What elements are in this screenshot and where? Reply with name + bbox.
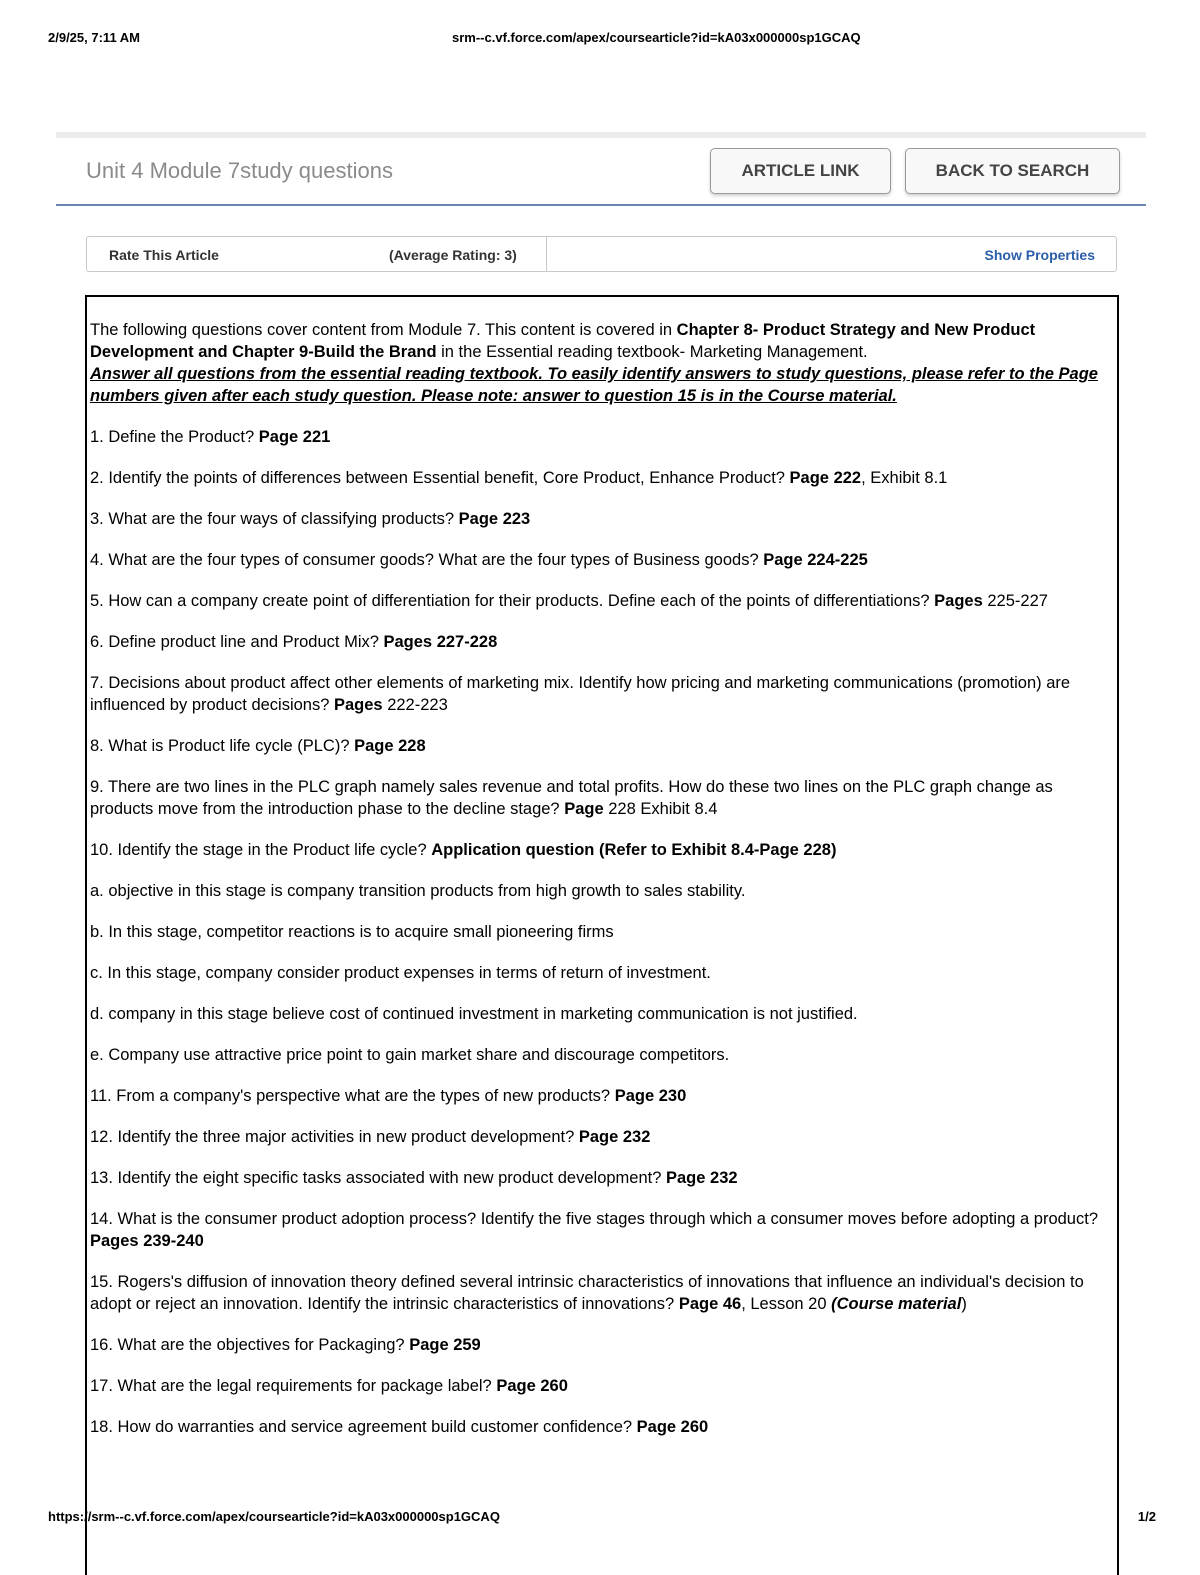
intro-paragraph [90, 319, 1111, 407]
question [90, 672, 1111, 716]
question-text: , Exhibit 8.1 [861, 469, 948, 487]
question [90, 508, 1111, 530]
page-title: Unit 4 Module 7study questions [86, 158, 393, 183]
question-text: , Lesson 20 [741, 1295, 832, 1313]
question-text: 3. What are the four ways of classifying products? [90, 510, 459, 528]
article-link-button[interactable]: ARTICLE LINK [710, 148, 891, 194]
rating-bar [86, 236, 1117, 272]
question-text: 6. Define product line and Product Mix? [90, 633, 384, 651]
question [90, 1375, 1111, 1397]
sub-question: d. company in this stage believe cost of continued investment in marketing communication is not justified. [90, 1005, 858, 1023]
question-page: Pages [934, 592, 983, 610]
back-to-search-button[interactable]: BACK TO SEARCH [905, 148, 1120, 194]
print-url: srm--c.vf.force.com/apex/coursearticle?id=kA03x000000sp1GCAQ [452, 30, 861, 45]
rate-article-label[interactable]: Rate This Article [109, 247, 219, 263]
question-page: Page [564, 800, 604, 818]
question-text: 225-227 [982, 592, 1048, 610]
question [90, 1126, 1111, 1148]
question-text: 11. From a company's perspective what are the types of new products? [90, 1087, 615, 1105]
question [90, 590, 1111, 612]
question-page: Pages 227-228 [383, 633, 498, 651]
question-page: Page 222 [789, 469, 862, 487]
average-rating: (Average Rating: 3) [389, 247, 517, 263]
question-page: Pages [334, 696, 383, 714]
question-page: Page 46 [678, 1295, 742, 1313]
question [90, 1167, 1111, 1189]
question-page: Page 260 [496, 1377, 568, 1395]
question-text: 18. How do warranties and service agreement build customer confidence? [90, 1418, 637, 1436]
question [90, 1085, 1111, 1107]
question [90, 631, 1111, 653]
sub-question: c. In this stage, company consider product expenses in terms of return of investment. [90, 964, 711, 982]
question-text: 10. Identify the stage in the Product life cycle? [90, 841, 432, 859]
question-text: 8. What is Product life cycle (PLC)? [90, 737, 355, 755]
question [90, 839, 1111, 861]
article-body [85, 295, 1119, 1575]
question-page: Page 230 [614, 1087, 687, 1105]
sub-question: a. objective in this stage is company transition products from high growth to sales stability. [90, 882, 746, 900]
question [90, 467, 1111, 489]
question-text: 12. Identify the three major activities in new product development? [90, 1128, 579, 1146]
question-text: 16. What are the objectives for Packaging? [90, 1336, 410, 1354]
page-number: 1/2 [1137, 1509, 1156, 1524]
footer-url: https://srm--c.vf.force.com/apex/coursearticle?id=kA03x000000sp1GCAQ [48, 1509, 500, 1524]
question-text: 9. There are two lines in the PLC graph namely sales revenue and total profits. How do these two lines on the PLC graph change as products move from the introduction phase to the decline stage? [90, 778, 1053, 818]
question-page: Page 228 [354, 737, 426, 755]
question [90, 549, 1111, 571]
question-text: 5. How can a company create point of differentiation for their products. Define each of the points of differentiations? [90, 592, 935, 610]
intro-chapters: Chapter 8- Product Strategy and New Product Development and Chapter 9-Build the Brand [90, 321, 1036, 361]
question [90, 1416, 1111, 1438]
question-text: 14. What is the consumer product adoption process? Identify the five stages through which a consumer moves before adopting a product? [90, 1210, 1098, 1228]
question-page: Page 224-225 [763, 551, 868, 569]
question-text: 15. Rogers's diffusion of innovation theory defined several intrinsic characteristics of innovations that influence an individual's decision to adopt or reject an innovation. Identify the intrinsic characteristics of innovations? [90, 1273, 1084, 1313]
question-text: 13. Identify the eight specific tasks associated with new product development? [90, 1169, 666, 1187]
print-header [48, 30, 1152, 50]
sub-question: b. In this stage, competitor reactions is to acquire small pioneering firms [90, 923, 614, 941]
question-page: Pages 239-240 [90, 1232, 204, 1250]
print-footer [48, 1509, 1156, 1529]
sub-question: e. Company use attractive price point to gain market share and discourage competitors. [90, 1046, 730, 1064]
course-material-note: (Course material [831, 1295, 962, 1313]
question [90, 1208, 1111, 1252]
question-page: Page 232 [578, 1128, 651, 1146]
question-page: Page 223 [458, 510, 531, 528]
intro-instructions: Answer all questions from the essential reading textbook. To easily identify answers to study questions, please refer to the Page numbers given after each study question. Please note: answer to question 15 is in the Course material. [90, 365, 1098, 405]
question-page: Application question (Refer to Exhibit 8.4-Page 228) [431, 841, 837, 859]
question-text: 7. Decisions about product affect other elements of marketing mix. Identify how pricing and marketing communications (promotion) are influenced by product decisions? [90, 674, 1071, 714]
article-title-bar [56, 132, 1146, 206]
question [90, 776, 1111, 820]
question-text: 17. What are the legal requirements for package label? [90, 1377, 497, 1395]
print-datetime: 2/9/25, 7:11 AM [48, 30, 141, 45]
question [90, 1334, 1111, 1356]
rating-divider [546, 237, 547, 271]
question-text: 228 Exhibit 8.4 [603, 800, 718, 818]
question-text: ) [961, 1295, 967, 1313]
question-page: Page 221 [258, 428, 331, 446]
question-page: Page 232 [666, 1169, 738, 1187]
question [90, 426, 1111, 448]
question-text: 1. Define the Product? [90, 428, 259, 446]
question [90, 735, 1111, 757]
question [90, 1271, 1111, 1315]
question-text: 4. What are the four types of consumer goods? What are the four types of Business goods? [90, 551, 764, 569]
intro-text: The following questions cover content from Module 7. This content is covered in [90, 321, 677, 339]
intro-text-2: in the Essential reading textbook- Marketing Management. [436, 343, 868, 361]
question-text: 222-223 [382, 696, 448, 714]
question-page: Page 259 [409, 1336, 481, 1354]
show-properties-link[interactable]: Show Properties [984, 247, 1095, 263]
question-text: 2. Identify the points of differences between Essential benefit, Core Product, Enhance Product? [90, 469, 790, 487]
question-page: Page 260 [636, 1418, 709, 1436]
